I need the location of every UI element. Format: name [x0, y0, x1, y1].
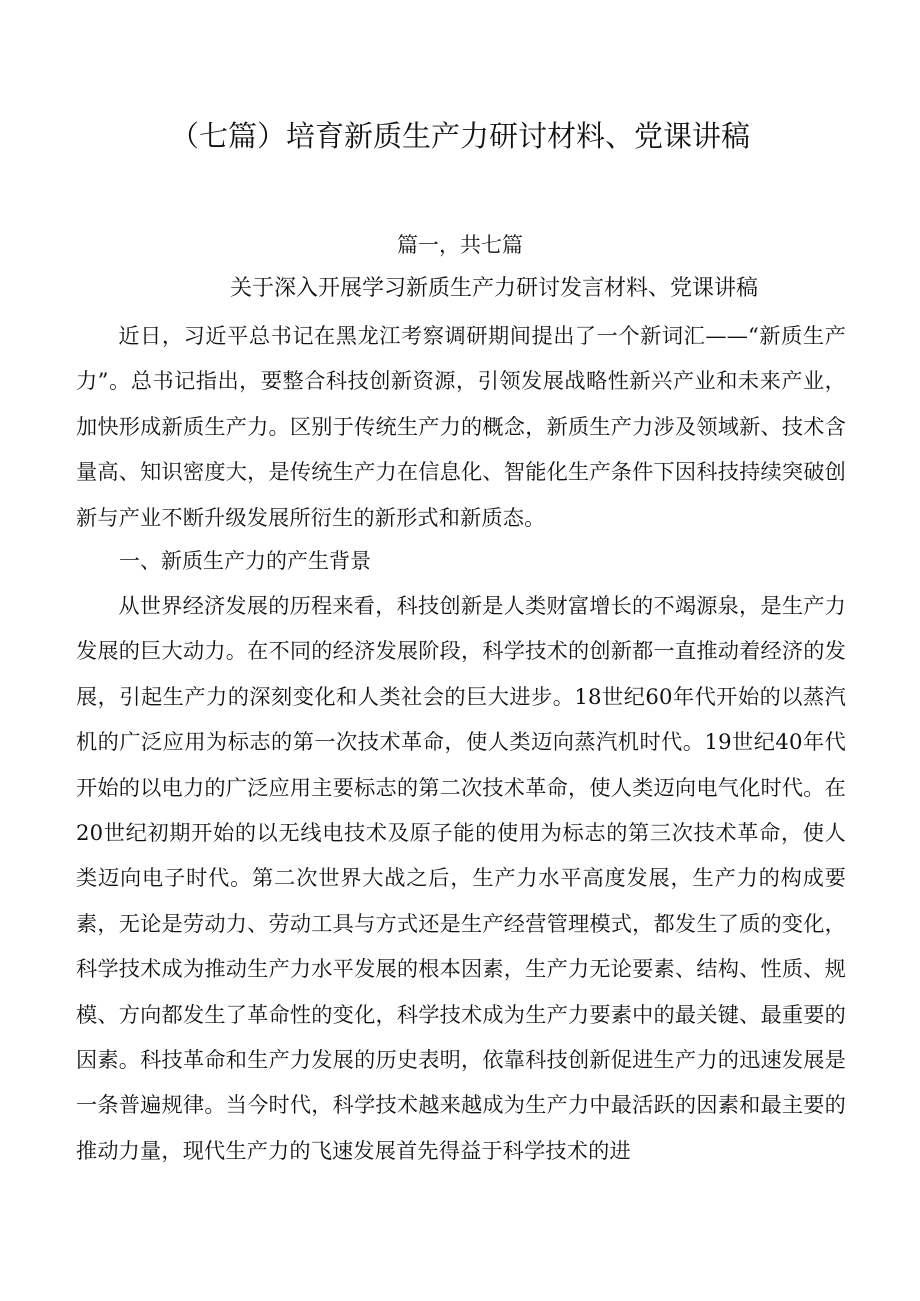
document-title: （七篇）培育新质生产力研讨材料、党课讲稿: [169, 119, 750, 153]
body-paragraph: 近日，习近平总书记在黑龙江考察调研期间提出了一个新词汇——“新质生产力”。总书记指出，要整合科技创新资源，引领发展战略性新兴产业和未来产业，加快形成新质生产力。区别于传统生产力的概念，新质生产力涉及领域新、技术含量高、知识密度大，是传统生产力在信息化、智能化生产条件下因科技持续突破创新与产业不断升级发展所衍生的新形式和新质态。: [76, 323, 846, 530]
section-heading: 一、新质生产力的产生背景: [119, 549, 371, 573]
body-paragraph: 从世界经济发展的历程来看，科技创新是人类财富增长的不竭源泉，是生产力发展的巨大动力。在不同的经济发展阶段，科学技术的创新都一直推动着经济的发展，引起生产力的深刻变化和人类社会的巨大进步。18世纪60年代开始的以蒸汽机的广泛应用为标志的第一次技术革命，使人类迈向蒸汽机时代。19世纪40年代开始的以电力的广泛应用主要标志的第二次技术革命，使人类迈向电气化时代。在20世纪初期开始的以无线电技术及原子能的使用为标志的第三次技术革命，使人类迈向电子时代。第二次世界大战之后，生产力水平高度发展，生产力的构成要素，无论是劳动力、劳动工具与方式还是生产经营管理模式，都发生了质的变化，科学技术成为推动生产力水平发展的根本因素，生产力无论要素、结构、性质、规模、方向都发生了革命性的变化，科学技术成为生产力要素中的最关键、最重要的因素。科技革命和生产力发展的历史表明，依靠科技创新促进生产力的迅速发展是一条普遍规律。当今时代，科学技术越来越成为生产力中最活跃的因素和最主要的推动力量，现代生产力的飞速发展首先得益于科学技术的进: [76, 593, 846, 1163]
part-label: 篇一，共七篇: [397, 233, 523, 257]
section-subtitle: 关于深入开展学习新质生产力研讨发言材料、党课讲稿: [230, 276, 759, 301]
